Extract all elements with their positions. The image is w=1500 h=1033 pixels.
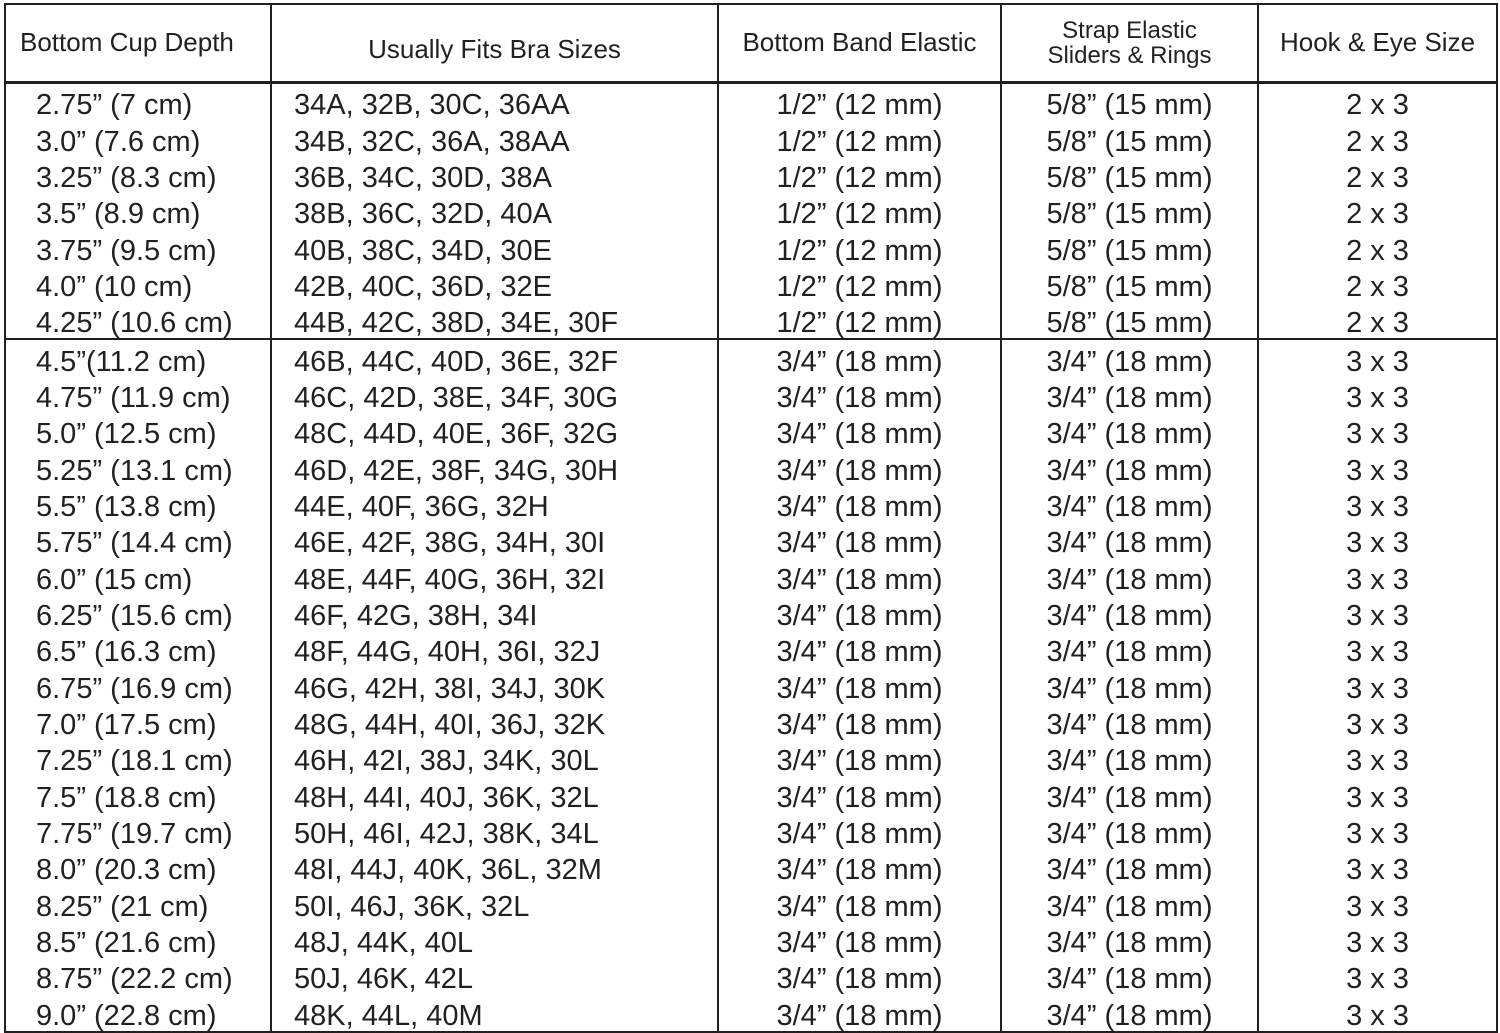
cell-hook-eye-size: 3 x 3 [1258, 449, 1497, 485]
cell-band-elastic: 1/2” (12 mm) [718, 83, 1001, 121]
cell-strap-elastic: 3/4” (18 mm) [1001, 558, 1258, 594]
table-row [5, 885, 1497, 921]
table-row [5, 631, 1497, 667]
cell-fits-bra-sizes: 44E, 40F, 36G, 32H [271, 486, 718, 522]
cell-band-elastic: 3/4” (18 mm) [718, 667, 1001, 703]
cell-band-elastic: 3/4” (18 mm) [718, 704, 1001, 740]
cell-cup-depth: 5.25” (13.1 cm) [36, 454, 233, 487]
table-row [5, 595, 1497, 631]
table-row [5, 449, 1497, 485]
cell-strap-elastic: 5/8” (15 mm) [1001, 266, 1258, 302]
cell-hook-eye-size: 3 x 3 [1258, 994, 1497, 1031]
cell-hook-eye-size: 3 x 3 [1258, 740, 1497, 776]
cell-strap-elastic: 3/4” (18 mm) [1001, 595, 1258, 631]
cell-strap-elastic: 3/4” (18 mm) [1001, 958, 1258, 994]
cell-cup-depth: 8.5” (21.6 cm) [36, 926, 217, 959]
cell-strap-elastic: 3/4” (18 mm) [1001, 885, 1258, 921]
table-row [5, 558, 1497, 594]
table-row [5, 83, 1497, 121]
header-hook-eye-size: Hook & Eye Size [1258, 4, 1497, 83]
table-row [5, 522, 1497, 558]
table-row [5, 813, 1497, 849]
cell-strap-elastic: 3/4” (18 mm) [1001, 631, 1258, 667]
cell-hook-eye-size: 3 x 3 [1258, 813, 1497, 849]
cell-fits-bra-sizes: 50I, 46J, 36K, 32L [271, 885, 718, 921]
cell-strap-elastic: 3/4” (18 mm) [1001, 413, 1258, 449]
cell-band-elastic: 1/2” (12 mm) [718, 302, 1001, 339]
cell-hook-eye-size: 2 x 3 [1258, 157, 1497, 193]
table-row [5, 120, 1497, 156]
cell-cup-depth: 2.75” (7 cm) [36, 89, 193, 122]
size-chart-table [4, 3, 1498, 1033]
cell-hook-eye-size: 3 x 3 [1258, 849, 1497, 885]
cell-hook-eye-size: 3 x 3 [1258, 339, 1497, 376]
cell-band-elastic: 3/4” (18 mm) [718, 813, 1001, 849]
header-strap-line-1: Strap Elastic [1062, 16, 1197, 44]
cell-fits-bra-sizes: 50J, 46K, 42L [271, 958, 718, 994]
cell-fits-bra-sizes: 46E, 42F, 38G, 34H, 30I [271, 522, 718, 558]
cell-band-elastic: 3/4” (18 mm) [718, 413, 1001, 449]
table-row [5, 740, 1497, 776]
cell-hook-eye-size: 2 x 3 [1258, 266, 1497, 302]
cell-cup-depth: 6.75” (16.9 cm) [36, 672, 233, 705]
cell-strap-elastic: 5/8” (15 mm) [1001, 157, 1258, 193]
cell-fits-bra-sizes: 46H, 42I, 38J, 34K, 30L [271, 740, 718, 776]
cell-cup-depth: 5.0” (12.5 cm) [36, 418, 217, 451]
cell-band-elastic: 1/2” (12 mm) [718, 193, 1001, 229]
cell-hook-eye-size: 2 x 3 [1258, 229, 1497, 265]
table-row [5, 157, 1497, 193]
cell-band-elastic: 1/2” (12 mm) [718, 229, 1001, 265]
cell-hook-eye-size: 2 x 3 [1258, 120, 1497, 156]
cell-hook-eye-size: 3 x 3 [1258, 631, 1497, 667]
table-row [5, 377, 1497, 413]
cell-strap-elastic: 3/4” (18 mm) [1001, 813, 1258, 849]
cell-strap-elastic: 3/4” (18 mm) [1001, 849, 1258, 885]
cell-fits-bra-sizes: 48H, 44I, 40J, 36K, 32L [271, 776, 718, 812]
cell-cup-depth: 6.25” (15.6 cm) [36, 599, 233, 632]
cell-band-elastic: 3/4” (18 mm) [718, 449, 1001, 485]
cell-strap-elastic: 3/4” (18 mm) [1001, 339, 1258, 376]
cell-strap-elastic: 3/4” (18 mm) [1001, 667, 1258, 703]
cell-band-elastic: 1/2” (12 mm) [718, 266, 1001, 302]
table-row [5, 302, 1497, 339]
cell-band-elastic: 3/4” (18 mm) [718, 377, 1001, 413]
cell-strap-elastic: 5/8” (15 mm) [1001, 120, 1258, 156]
cell-cup-depth: 3.25” (8.3 cm) [36, 161, 217, 194]
cell-cup-depth: 3.75” (9.5 cm) [36, 234, 217, 267]
cell-cup-depth: 4.25” (10.6 cm) [36, 307, 233, 340]
table-row [5, 994, 1497, 1031]
header-row [5, 4, 1497, 83]
cell-band-elastic: 3/4” (18 mm) [718, 595, 1001, 631]
cell-hook-eye-size: 3 x 3 [1258, 377, 1497, 413]
cell-band-elastic: 3/4” (18 mm) [718, 740, 1001, 776]
cell-cup-depth: 7.25” (18.1 cm) [36, 745, 233, 778]
header-bottom-band-elastic: Bottom Band Elastic [718, 4, 1001, 83]
cell-hook-eye-size: 3 x 3 [1258, 558, 1497, 594]
cell-strap-elastic: 3/4” (18 mm) [1001, 449, 1258, 485]
cell-cup-depth: 7.0” (17.5 cm) [36, 708, 217, 741]
cell-fits-bra-sizes: 48G, 44H, 40I, 36J, 32K [271, 704, 718, 740]
cell-strap-elastic: 3/4” (18 mm) [1001, 740, 1258, 776]
cell-cup-depth: 9.0” (22.8 cm) [36, 999, 217, 1032]
cell-cup-depth: 4.0” (10 cm) [36, 270, 193, 303]
cell-cup-depth: 3.0” (7.6 cm) [36, 125, 201, 158]
cell-fits-bra-sizes: 48F, 44G, 40H, 36I, 32J [271, 631, 718, 667]
cell-band-elastic: 1/2” (12 mm) [718, 157, 1001, 193]
table-row [5, 922, 1497, 958]
cell-strap-elastic: 5/8” (15 mm) [1001, 229, 1258, 265]
cell-fits-bra-sizes: 46G, 42H, 38I, 34J, 30K [271, 667, 718, 703]
header-strap-elastic [1001, 4, 1258, 83]
cell-fits-bra-sizes: 48K, 44L, 40M [271, 994, 718, 1031]
cell-cup-depth: 5.75” (14.4 cm) [36, 527, 233, 560]
cell-fits-bra-sizes: 46D, 42E, 38F, 34G, 30H [271, 449, 718, 485]
cell-fits-bra-sizes: 36B, 34C, 30D, 38A [271, 157, 718, 193]
cell-fits-bra-sizes: 46B, 44C, 40D, 36E, 32F [271, 339, 718, 376]
table-row [5, 413, 1497, 449]
cell-hook-eye-size: 3 x 3 [1258, 595, 1497, 631]
table-row [5, 266, 1497, 302]
cell-cup-depth: 7.75” (19.7 cm) [36, 817, 233, 850]
cell-strap-elastic: 5/8” (15 mm) [1001, 83, 1258, 121]
cell-strap-elastic: 3/4” (18 mm) [1001, 776, 1258, 812]
cell-hook-eye-size: 3 x 3 [1258, 958, 1497, 994]
cell-cup-depth: 8.25” (21 cm) [36, 890, 209, 923]
cell-strap-elastic: 3/4” (18 mm) [1001, 522, 1258, 558]
cell-strap-elastic: 5/8” (15 mm) [1001, 193, 1258, 229]
cell-fits-bra-sizes: 48E, 44F, 40G, 36H, 32I [271, 558, 718, 594]
cell-strap-elastic: 3/4” (18 mm) [1001, 704, 1258, 740]
cell-fits-bra-sizes: 42B, 40C, 36D, 32E [271, 266, 718, 302]
cell-band-elastic: 3/4” (18 mm) [718, 958, 1001, 994]
table-row [5, 193, 1497, 229]
cell-band-elastic: 3/4” (18 mm) [718, 486, 1001, 522]
cell-band-elastic: 3/4” (18 mm) [718, 522, 1001, 558]
header-strap-line-2: Sliders & Rings [1047, 42, 1212, 69]
cell-hook-eye-size: 3 x 3 [1258, 885, 1497, 921]
cell-hook-eye-size: 3 x 3 [1258, 486, 1497, 522]
cell-strap-elastic: 3/4” (18 mm) [1001, 922, 1258, 958]
cell-fits-bra-sizes: 46F, 42G, 38H, 34I [271, 595, 718, 631]
cell-fits-bra-sizes: 48I, 44J, 40K, 36L, 32M [271, 849, 718, 885]
table-row [5, 229, 1497, 265]
cell-strap-elastic: 3/4” (18 mm) [1001, 486, 1258, 522]
cell-fits-bra-sizes: 48J, 44K, 40L [271, 922, 718, 958]
cell-strap-elastic: 5/8” (15 mm) [1001, 302, 1258, 339]
cell-fits-bra-sizes: 44B, 42C, 38D, 34E, 30F [271, 302, 718, 339]
header-cup-depth: Bottom Cup Depth [5, 4, 271, 83]
cell-hook-eye-size: 2 x 3 [1258, 302, 1497, 339]
cell-band-elastic: 3/4” (18 mm) [718, 922, 1001, 958]
cell-fits-bra-sizes: 40B, 38C, 34D, 30E [271, 229, 718, 265]
table-row [5, 958, 1497, 994]
header-fits-bra-sizes: Usually Fits Bra Sizes [271, 4, 718, 83]
cell-cup-depth: 7.5” (18.8 cm) [36, 781, 217, 814]
table-row [5, 486, 1497, 522]
table-row [5, 849, 1497, 885]
cell-band-elastic: 3/4” (18 mm) [718, 339, 1001, 376]
cell-band-elastic: 3/4” (18 mm) [718, 558, 1001, 594]
cell-fits-bra-sizes: 34A, 32B, 30C, 36AA [271, 83, 718, 121]
cell-cup-depth: 8.75” (22.2 cm) [36, 963, 233, 996]
cell-fits-bra-sizes: 34B, 32C, 36A, 38AA [271, 120, 718, 156]
cell-cup-depth: 3.5” (8.9 cm) [36, 198, 201, 231]
table-row [5, 704, 1497, 740]
cell-cup-depth: 5.5” (13.8 cm) [36, 490, 217, 523]
cell-hook-eye-size: 2 x 3 [1258, 83, 1497, 121]
cell-fits-bra-sizes: 46C, 42D, 38E, 34F, 30G [271, 377, 718, 413]
table-row [5, 776, 1497, 812]
cell-band-elastic: 3/4” (18 mm) [718, 631, 1001, 667]
cell-band-elastic: 3/4” (18 mm) [718, 885, 1001, 921]
cell-hook-eye-size: 3 x 3 [1258, 413, 1497, 449]
cell-cup-depth: 4.75” (11.9 cm) [36, 381, 231, 414]
cell-strap-elastic: 3/4” (18 mm) [1001, 377, 1258, 413]
cell-band-elastic: 1/2” (12 mm) [718, 120, 1001, 156]
table-row [5, 339, 1497, 376]
cell-cup-depth: 6.5” (16.3 cm) [36, 636, 217, 669]
cell-cup-depth: 4.5”(11.2 cm) [5, 339, 271, 376]
cell-fits-bra-sizes: 38B, 36C, 32D, 40A [271, 193, 718, 229]
cell-hook-eye-size: 3 x 3 [1258, 922, 1497, 958]
cell-hook-eye-size: 3 x 3 [1258, 704, 1497, 740]
cell-hook-eye-size: 3 x 3 [1258, 776, 1497, 812]
cell-fits-bra-sizes: 48C, 44D, 40E, 36F, 32G [271, 413, 718, 449]
table-row [5, 667, 1497, 703]
cell-cup-depth: 8.0” (20.3 cm) [36, 854, 217, 887]
cell-hook-eye-size: 3 x 3 [1258, 522, 1497, 558]
cell-band-elastic: 3/4” (18 mm) [718, 776, 1001, 812]
cell-hook-eye-size: 3 x 3 [1258, 667, 1497, 703]
cell-band-elastic: 3/4” (18 mm) [718, 849, 1001, 885]
cell-cup-depth: 6.0” (15 cm) [36, 563, 193, 596]
cell-band-elastic: 3/4” (18 mm) [718, 994, 1001, 1031]
cell-fits-bra-sizes: 50H, 46I, 42J, 38K, 34L [271, 813, 718, 849]
cell-hook-eye-size: 2 x 3 [1258, 193, 1497, 229]
cell-strap-elastic: 3/4” (18 mm) [1001, 994, 1258, 1031]
